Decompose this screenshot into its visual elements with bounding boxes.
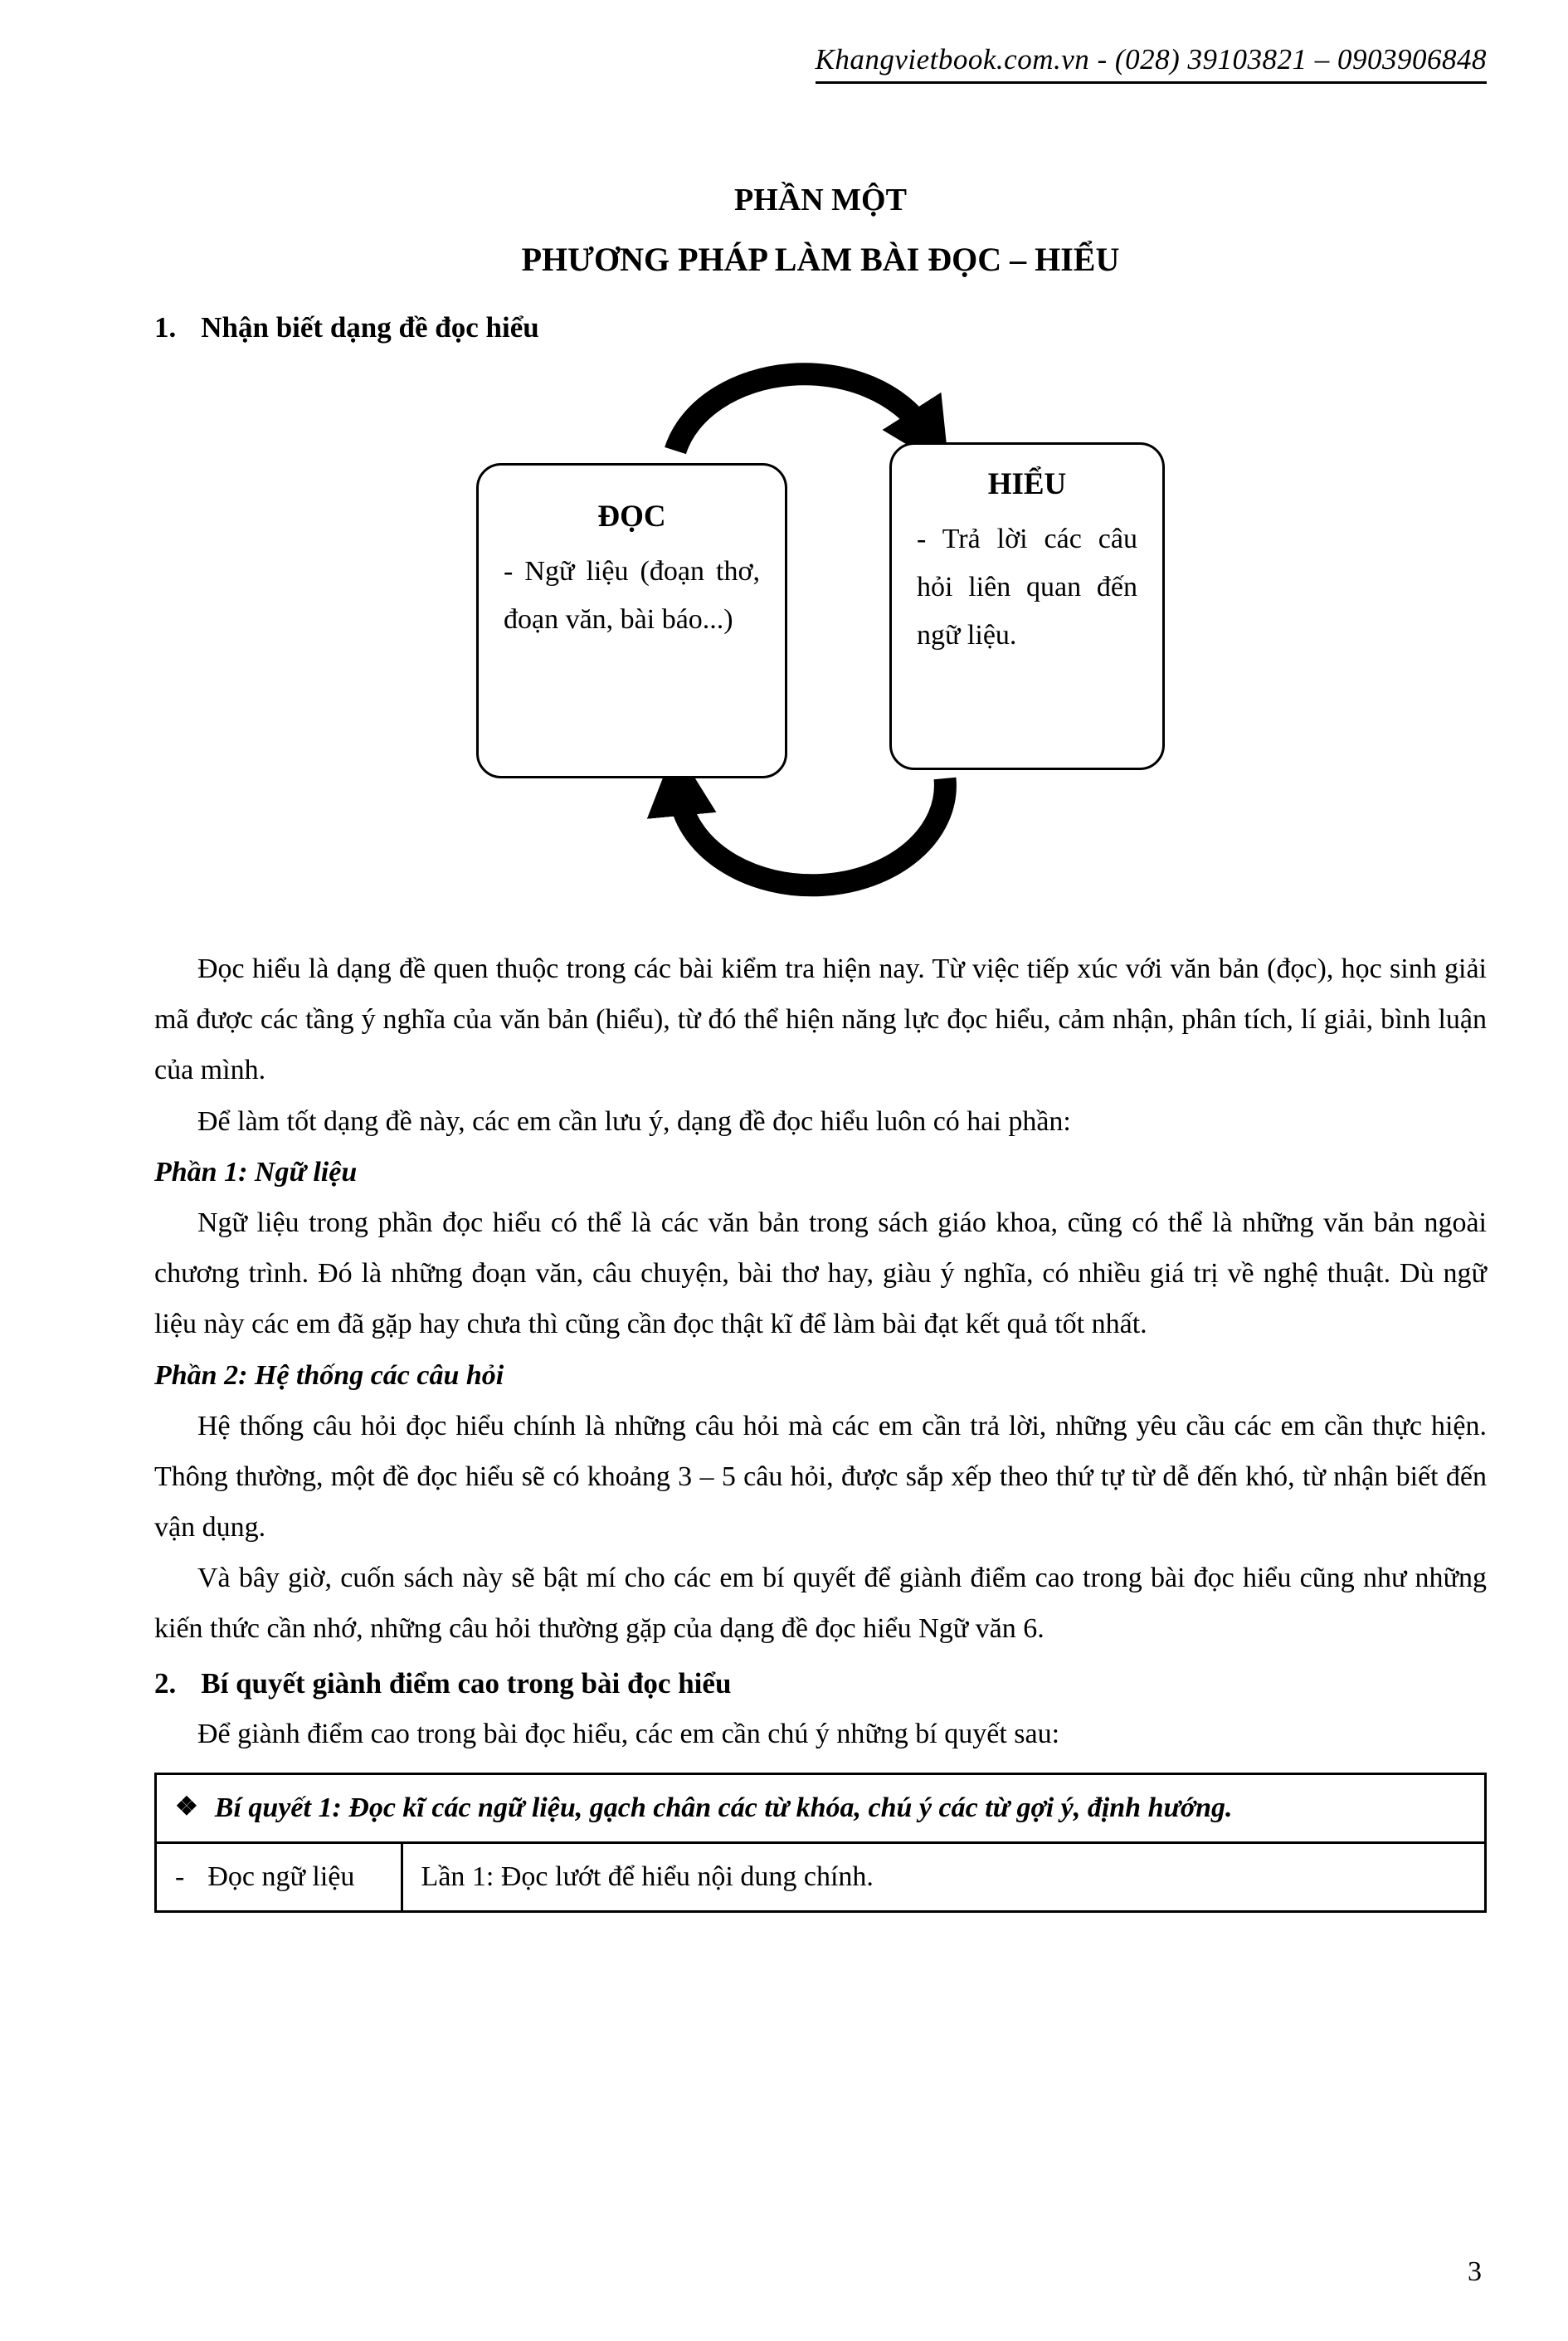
part-2-subheading: Phần 2: Hệ thống các câu hỏi (154, 1359, 504, 1391)
part-1-subheading: Phần 1: Ngữ liệu (154, 1156, 358, 1188)
section-2-heading (154, 1663, 1487, 1704)
header-website-phone: Khangvietbook.com.vn - (028) 39103821 – 0903906848 (816, 43, 1487, 84)
part-title: PHẦN MỘT (734, 183, 907, 217)
paragraph-3: Ngữ liệu trong phần đọc hiểu có thể là các văn bản trong sách giáo khoa, cũng có thể là những văn bản ngoài chương trình. Đó là những đoạn văn, câu chuyện, bài thơ hay, giàu ý nghĩa, có nhiều giá trị về nghệ thuật. Dù ngữ liệu này các em đã gặp hay chưa thì cũng cần đọc thật kĩ để làm bài đạt kết quả tốt nhất. (154, 1207, 1487, 1340)
paragraph-2: Để làm tốt dạng đề này, các em cần lưu ý, dạng đề đọc hiểu luôn có hai phần: (197, 1105, 1071, 1137)
reading-comprehension-cycle-diagram (476, 359, 1165, 907)
section-1-heading (154, 307, 1487, 348)
tip-1-step-description: Lần 1: Đọc lướt để hiểu nội dung chính. (402, 1842, 1485, 1911)
section-1-title: Nhận biết dạng đề đọc hiểu (201, 311, 539, 344)
hieu-box-body: - Trả lời các câu hỏi liên quan đến ngữ liệu. (917, 524, 1137, 651)
tip-1-row (156, 1773, 1486, 1842)
doc-box-title: ĐỌC (597, 500, 666, 534)
tip-1-cell (156, 1773, 1486, 1842)
hieu-box (889, 442, 1165, 770)
section-1-number: 1. (154, 311, 177, 344)
tip-1-step-cell (156, 1842, 402, 1911)
page-footer (1468, 2256, 1482, 2288)
dash-bullet: - (175, 1861, 185, 1892)
section-2-intro: Để giành điểm cao trong bài đọc hiểu, các em cần chú ý những bí quyết sau: (197, 1718, 1060, 1749)
diamond-bullet-icon: ❖ (175, 1791, 198, 1821)
hieu-box-title: HIỂU (987, 467, 1067, 501)
bottom-cycle-arrow (679, 778, 945, 885)
page-header (154, 43, 1487, 84)
section-2-number: 2. (154, 1666, 177, 1700)
section-2-title: Bí quyết giành điểm cao trong bài đọc hiểu (201, 1666, 732, 1700)
tip-1-text: Bí quyết 1: Đọc kĩ các ngữ liệu, gạch chân các từ khóa, chú ý các từ gợi ý, định hướng. (214, 1792, 1233, 1823)
paragraph-4: Hệ thống câu hỏi đọc hiểu chính là những câu hỏi mà các em cần trả lời, những yêu cầu các em cần thực hiện. Thông thường, một đề đọc hiểu sẽ có khoảng 3 – 5 câu hỏi, được sắp xếp theo thứ tự từ dễ đến khó, từ nhận biết đến vận dụng. (154, 1410, 1487, 1544)
tips-table (154, 1773, 1487, 1913)
part-subtitle: PHƯƠNG PHÁP LÀM BÀI ĐỌC – HIỂU (521, 241, 1120, 278)
top-cycle-arrow (675, 374, 924, 451)
doc-box-body: - Ngữ liệu (đoạn thơ, đoạn văn, bài báo...) (504, 556, 760, 635)
paragraph-5: Và bây giờ, cuốn sách này sẽ bật mí cho các em bí quyết để giành điểm cao trong bài đọc hiểu cũng như những kiến thức cần nhớ, những câu hỏi thường gặp của dạng đề đọc hiểu Ngữ văn 6. (154, 1563, 1487, 1645)
tip-1-step-label: Đọc ngữ liệu (207, 1861, 355, 1892)
page-number: 3 (1468, 2256, 1482, 2287)
paragraph-1: Đọc hiểu là dạng đề quen thuộc trong các bài kiểm tra hiện nay. Từ việc tiếp xúc với văn bản (đọc), học sinh giải mã được các tầng ý nghĩa của văn bản (hiểu), từ đó thể hiện năng lực đọc hiểu, cảm nhận, phân tích, lí giải, bình luận của mình. (154, 953, 1487, 1086)
tip-1-detail-row (156, 1842, 1486, 1911)
doc-box (476, 463, 787, 778)
